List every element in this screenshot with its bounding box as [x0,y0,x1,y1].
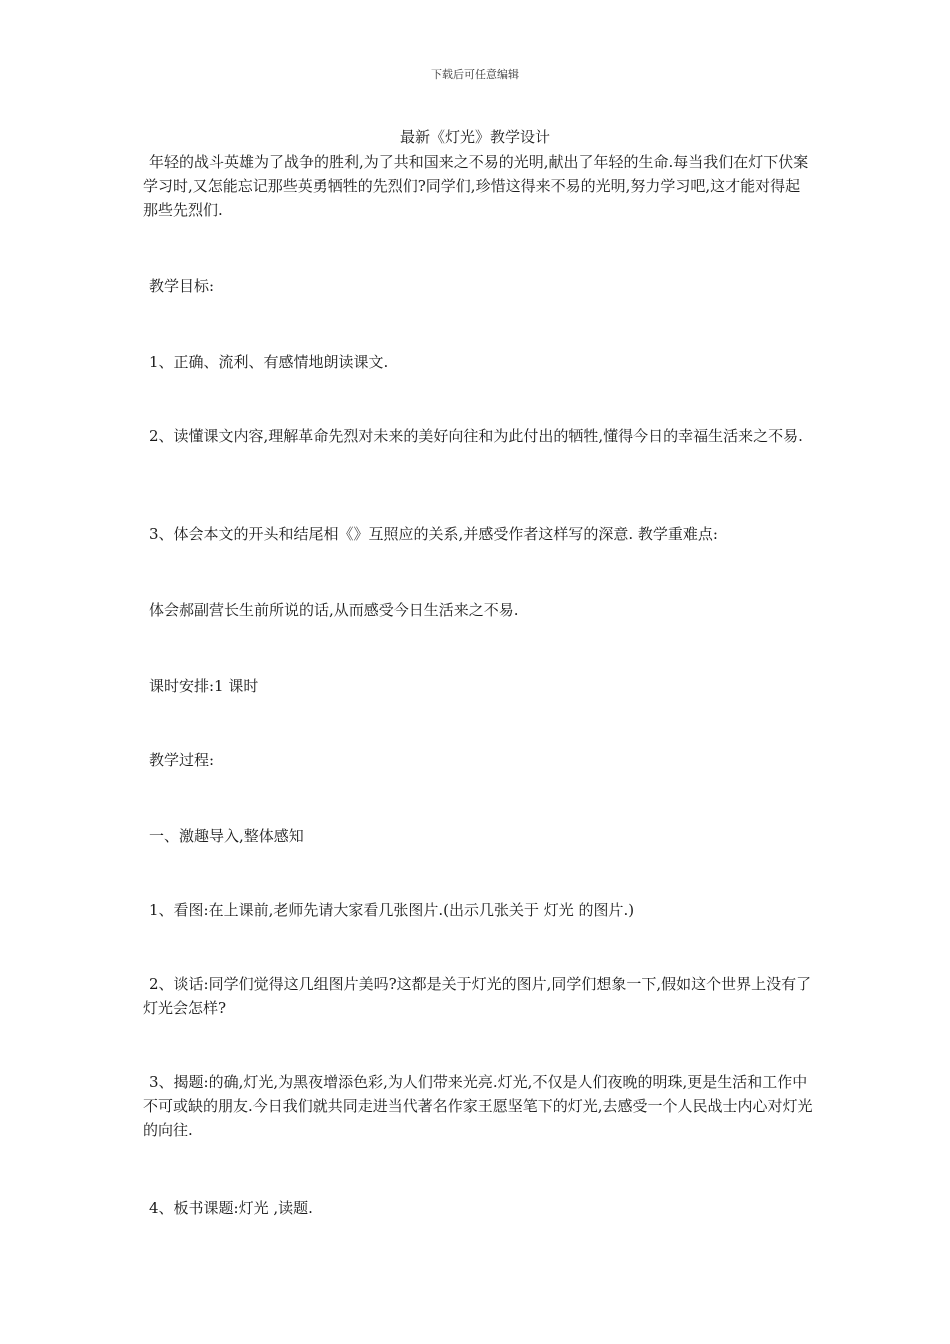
intro-paragraph: 年轻的战斗英雄为了战争的胜利,为了共和国来之不易的光明,献出了年轻的生命.每当我们在灯下伏案学习时,又怎能忘记那些英勇牺牲的先烈们?同学们,珍惜这得来不易的光明,努力学习吧,这才能对得起那些先烈们. [143,153,809,219]
objective-item-3: 3、体会本文的开头和结尾相《》互照应的关系,并感受作者这样写的深意. 教学重难点: [149,525,718,543]
objective-item-2: 2、读懂课文内容,理解革命先烈对未来的美好向往和为此付出的牺牲,懂得今日的幸福生活来之不易. [149,427,803,445]
process-item-1: 1、看图:在上课前,老师先请大家看几张图片.(出示几张关于 灯光 的图片.) [149,901,635,919]
process-step-heading-1: 一、激趣导入,整体感知 [149,827,304,845]
document-title: 最新《灯光》教学设计 [399,128,550,146]
key-difficulty-text: 体会郝副营长生前所说的话,从而感受今日生活来之不易. [149,601,519,619]
section-heading-process: 教学过程: [149,751,215,769]
header-note: 下载后可任意编辑 [431,68,519,81]
lesson-schedule: 课时安排:1 课时 [149,677,259,695]
process-item-3: 3、揭题:的确,灯光,为黑夜增添色彩,为人们带来光亮.灯光,不仅是人们夜晚的明珠,更是生活和工作中不可或缺的朋友.今日我们就共同走进当代著名作家王愿坚笔下的灯光,去感受一个人民战士内心对灯光的向往. [143,1073,813,1139]
section-heading-objectives: 教学目标: [149,277,215,295]
process-item-2: 2、谈话:同学们觉得这几组图片美吗?这都是关于灯光的图片,同学们想象一下,假如这个世界上没有了灯光会怎样? [143,975,812,1017]
process-item-4: 4、板书课题:灯光 ,读题. [149,1199,313,1217]
objective-item-1: 1、正确、流利、有感情地朗读课文. [149,353,389,371]
